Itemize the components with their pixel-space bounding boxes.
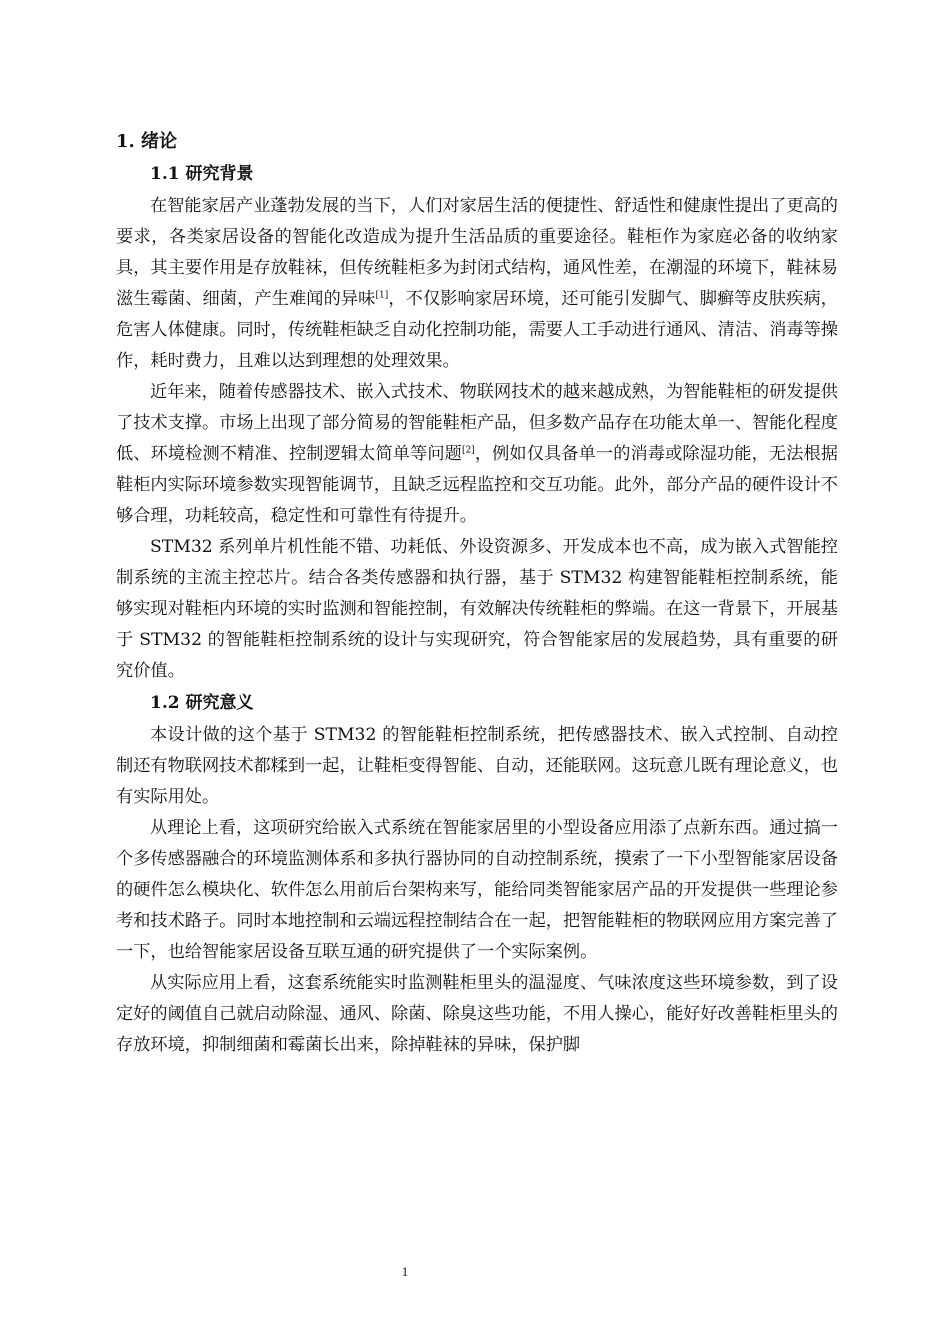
paragraph-significance-2: 从理论上看，这项研究给嵌入式系统在智能家居里的小型设备应用添了点新东西。通过搞一个多传感器融合的环境监测体系和多执行器协同的自动控制系统，摸索了一下小型智能家居设备的硬件怎么模块化、软件怎么用前后台架构来写，能给同类智能家居产品的开发提供一些理论参考和技术路子。同时本地控制和云端远程控制结合在一起，把智能鞋柜的物联网应用方案完善了一下，也给智能家居设备互联互通的研究提供了一个实际案例。 — [116, 818, 838, 962]
paragraph-background-3: STM32 系列单片机性能不错、功耗低、外设资源多、开发成本也不高，成为嵌入式智能控制系统的主流主控芯片。结合各类传感器和执行器，基于 STM32 构建智能鞋柜控制系统，能够实现对鞋柜内环境的实时监测和智能控制，有效解决传统鞋柜的弊端。在这一背景下，开展基于 STM32 的智能鞋柜控制系统的设计与实现研究，符合智能家居的发展趋势，具有重要的研究价值。 — [116, 537, 838, 681]
paragraph-text: 近年来，随着传感器技术、嵌入式技术、物联网技术的越来越成熟，为智能鞋柜的研发提供了技术支撑。市场上出现了部分简易的智能鞋柜产品，但多数产品存在功能太单一、智能化程度低、环境检测不精准、控制逻辑太简单等问题 — [116, 382, 838, 464]
paragraph-text: ，不仅影响家居环境，还可能引发脚气、脚癣等皮肤疾病，危害人体健康。同时，传统鞋柜缺乏自动化控制功能，需要人工手动进行通风、清洁、消毒等操作，耗时费力，且难以达到理想的处理效果。 — [116, 289, 838, 371]
paragraph-significance-1: 本设计做的这个基于 STM32 的智能鞋柜控制系统，把传感器技术、嵌入式控制、自动控制还有物联网技术都糅到一起，让鞋柜变得智能、自动，还能联网。这玩意儿既有理论意义，也有实际用处。 — [116, 725, 838, 807]
section-heading-research-background: 1.1 研究背景 — [150, 164, 254, 184]
section-heading-research-significance: 1.2 研究意义 — [150, 693, 254, 713]
citation-ref: [1] — [375, 290, 389, 301]
document-body — [116, 125, 838, 1061]
paragraph-text: 在智能家居产业蓬勃发展的当下，人们对家居生活的便捷性、舒适性和健康性提出了更高的要求，各类家居设备的智能化改造成为提升生活品质的重要途径。鞋柜作为家庭必备的收纳家具，其主要作用是存放鞋袜，但传统鞋柜多为封闭式结构，通风性差，在潮湿的环境下，鞋袜易滋生霉菌、细菌，产生难闻的异味 — [116, 196, 838, 309]
chapter-heading: 1. 绪论 — [116, 131, 178, 152]
paragraph-text: ，例如仅具备单一的消毒或除湿功能，无法根据鞋柜内实际环境参数实现智能调节，且缺乏远程监控和交互功能。此外，部分产品的硬件设计不够合理，功耗较高，稳定性和可靠性有待提升。 — [116, 444, 838, 526]
paragraph-background-2 — [116, 377, 838, 532]
page-number: 1 — [401, 1264, 409, 1279]
paragraph-background-1 — [116, 191, 838, 377]
paragraph-significance-3: 从实际应用上看，这套系统能实时监测鞋柜里头的温湿度、气味浓度这些环境参数，到了设定好的阈值自己就启动除湿、通风、除菌、除臭这些功能，不用人操心，能好好改善鞋柜里头的存放环境，抑制细菌和霉菌长出来，除掉鞋袜的异味，保护脚 — [116, 973, 838, 1055]
citation-ref: [2] — [461, 445, 475, 456]
